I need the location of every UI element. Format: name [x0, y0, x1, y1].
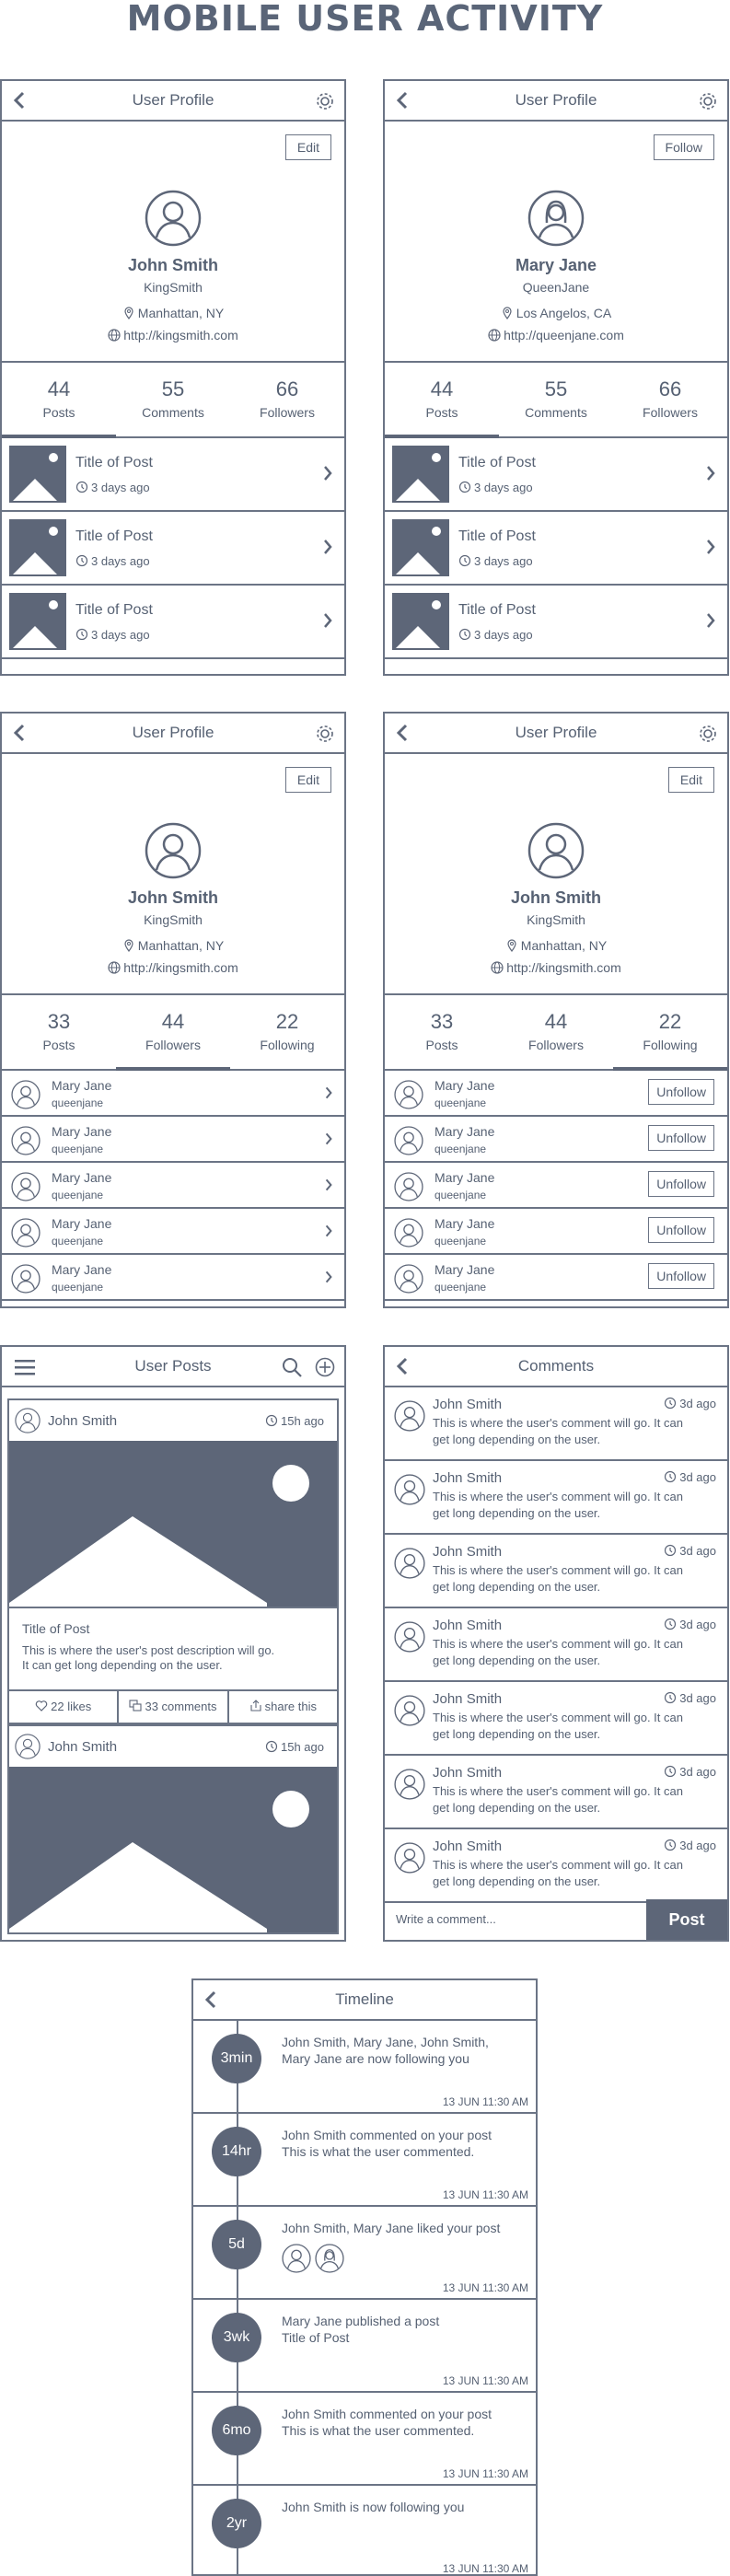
comment-input[interactable]: Write a comment... [396, 1912, 496, 1926]
post-title: Title of Post [22, 1621, 90, 1636]
time-badge: 3wk [212, 2313, 261, 2362]
tab-comments[interactable]: 55 Comments [142, 377, 204, 420]
user-avatar-icon [394, 1218, 423, 1247]
post-comment-button[interactable]: Post [646, 1899, 727, 1940]
user-avatar-icon [11, 1126, 41, 1155]
comment-author[interactable]: John Smith [433, 1470, 503, 1486]
clock-icon [75, 481, 88, 493]
time-badge: 6mo [212, 2406, 261, 2455]
profile-handle: KingSmith [527, 912, 585, 927]
post-date: 3 days ago [75, 628, 150, 642]
user-avatar-icon [394, 1080, 423, 1109]
timeline-item[interactable] [193, 2207, 536, 2300]
timestamp: 13 JUN 11:30 AM [442, 2467, 528, 2480]
header-title: User Profile [132, 724, 214, 741]
user-avatar-icon [394, 1548, 425, 1579]
following-name: Mary Jane [435, 1170, 495, 1185]
header-title: User Posts [134, 1357, 212, 1375]
chevron-right-icon [324, 1270, 333, 1284]
post-date: 3 days ago [75, 481, 150, 494]
header [385, 1347, 727, 1387]
user-avatar-icon [394, 1621, 425, 1653]
plus-circle-icon[interactable] [315, 1357, 335, 1377]
comment-time: 3d ago [664, 1691, 716, 1705]
profile-location: Manhattan, NY [2, 306, 344, 320]
timeline-item[interactable] [193, 2486, 536, 2576]
time-badge: 5d [212, 2220, 261, 2269]
post-date: 3 days ago [458, 554, 533, 568]
gear-icon[interactable] [698, 724, 718, 744]
profile-location: Los Angelos, CA [385, 306, 727, 320]
timeline-item[interactable] [193, 2393, 536, 2486]
share-icon [249, 1700, 262, 1712]
follower-row[interactable] [2, 1209, 344, 1255]
following-handle: queenjane [435, 1097, 487, 1109]
comment-text: This is where the user's comment will go. It can get long depending on the user. [433, 1490, 683, 1520]
following-handle: queenjane [435, 1189, 487, 1201]
post-row[interactable] [2, 438, 344, 512]
post-card [7, 1398, 339, 1724]
header-title: Comments [517, 1357, 595, 1375]
following-row [385, 1209, 727, 1255]
comment-text: This is where the user's comment will go. It can get long depending on the user. [433, 1637, 683, 1667]
profile-name: John Smith [128, 888, 218, 907]
user-avatar-icon [394, 1769, 425, 1800]
time-badge: 2yr [212, 2499, 261, 2548]
user-avatar-icon [394, 1842, 425, 1874]
profile-name: Mary Jane [515, 256, 597, 274]
profile-screen-mary [383, 79, 729, 676]
user-avatar-icon [145, 822, 202, 879]
profile-location: Manhattan, NY [385, 938, 727, 953]
timestamp: 13 JUN 11:30 AM [442, 2095, 528, 2108]
image-placeholder-icon [9, 446, 66, 503]
following-row [385, 1255, 727, 1301]
chevron-right-icon [324, 1131, 333, 1146]
comment-author[interactable]: John Smith [433, 1544, 503, 1560]
profile-location: Manhattan, NY [2, 938, 344, 953]
comment-text: This is where the user's comment will go. It can get long depending on the user. [433, 1416, 683, 1446]
clock-icon [458, 628, 471, 641]
comment-author[interactable]: John Smith [433, 1839, 503, 1854]
globe-icon [108, 329, 121, 342]
comment-composer [385, 1899, 727, 1940]
chevron-right-icon [324, 1085, 333, 1100]
following-name: Mary Jane [435, 1124, 495, 1139]
follower-name: Mary Jane [52, 1170, 112, 1185]
user-avatar-icon [394, 1172, 423, 1201]
tab-posts[interactable]: 44 Posts [2, 363, 116, 436]
timeline-screen [191, 1978, 538, 2576]
profile-card [385, 122, 727, 363]
edit-button[interactable]: Edit [285, 134, 331, 160]
comment-text: This is where the user's comment will go. It can get long depending on the user. [433, 1563, 683, 1594]
image-placeholder-icon [392, 446, 449, 503]
like-button[interactable]: 22 likes [9, 1691, 119, 1723]
comment-row [385, 1756, 727, 1829]
profile-screen-john [0, 79, 346, 676]
post-title: Title of Post [458, 602, 536, 618]
page-title: MOBILE USER ACTIVITY [126, 0, 604, 39]
post-author[interactable]: John Smith [48, 1413, 118, 1429]
heart-icon [35, 1700, 48, 1712]
clock-icon [664, 1839, 677, 1851]
profile-handle: QueenJane [522, 280, 590, 295]
user-avatar-icon [15, 1734, 41, 1759]
user-avatar-icon [145, 190, 202, 247]
back-chevron-icon[interactable] [201, 1980, 221, 2019]
follower-row[interactable] [2, 1255, 344, 1301]
timeline-text: John Smith is now following you [282, 2500, 465, 2514]
time-badge: 3min [212, 2034, 261, 2083]
profile-name: John Smith [128, 256, 218, 274]
comment-text: This is where the user's comment will go. It can get long depending on the user. [433, 1711, 683, 1741]
user-avatar-icon [394, 1400, 425, 1432]
stats-tabs [385, 995, 727, 1071]
comment-text: This is where the user's comment will go. It can get long depending on the user. [433, 1858, 683, 1888]
user-avatar-icon [527, 822, 585, 879]
user-avatar-icon [11, 1218, 41, 1247]
comment-row [385, 1829, 727, 1903]
post-row[interactable] [385, 586, 727, 659]
timeline-text: Mary Jane published a post Title of Post [282, 2314, 440, 2345]
follower-handle: queenjane [52, 1281, 104, 1294]
tab-followers[interactable]: 66 Followers [643, 377, 698, 420]
image-placeholder-icon [9, 1441, 341, 1607]
clock-icon [664, 1691, 677, 1704]
header [193, 1980, 536, 2021]
timeline-text: John Smith commented on your post This is what the user commented. [282, 2128, 492, 2159]
edit-button[interactable]: Edit [668, 767, 714, 793]
timestamp: 13 JUN 11:30 AM [442, 2188, 528, 2201]
tab-followers[interactable]: 44 Followers [116, 995, 230, 1069]
follower-name: Mary Jane [52, 1216, 112, 1231]
gear-icon[interactable] [315, 724, 335, 744]
time-badge: 14hr [212, 2127, 261, 2176]
comment-row [385, 1461, 727, 1535]
chevron-right-icon [705, 464, 716, 482]
comment-time: 3d ago [664, 1397, 716, 1410]
post-title: Title of Post [75, 602, 153, 618]
timeline-text: John Smith, Mary Jane liked your post [282, 2220, 527, 2277]
unfollow-button[interactable]: Unfollow [648, 1079, 714, 1105]
profile-url[interactable]: http://kingsmith.com [2, 328, 344, 342]
unfollow-button[interactable]: Unfollow [648, 1217, 714, 1243]
gear-icon[interactable] [698, 91, 718, 111]
clock-icon [458, 554, 471, 567]
timestamp: 13 JUN 11:30 AM [442, 2281, 528, 2294]
tab-followers[interactable]: 44 Followers [528, 1010, 584, 1052]
comments-icon [129, 1700, 142, 1712]
user-avatar-icon [11, 1172, 41, 1201]
following-row [385, 1071, 727, 1117]
profile-url[interactable]: http://queenjane.com [385, 328, 727, 342]
clock-icon [664, 1765, 677, 1778]
tab-comments[interactable]: 55 Comments [525, 377, 587, 420]
following-screen [383, 712, 729, 1308]
post-image[interactable] [9, 1441, 337, 1607]
profile-url[interactable]: http://kingsmith.com [385, 960, 727, 975]
profile-url[interactable]: http://kingsmith.com [2, 960, 344, 975]
following-row [385, 1117, 727, 1163]
timestamp: 13 JUN 11:30 AM [442, 2374, 528, 2387]
user-posts-screen [0, 1345, 346, 1942]
profile-handle: KingSmith [144, 912, 203, 927]
stats-tabs [385, 363, 727, 438]
back-chevron-icon[interactable] [392, 81, 412, 120]
following-handle: queenjane [435, 1235, 487, 1247]
following-row [385, 1163, 727, 1209]
follower-row[interactable] [2, 1071, 344, 1117]
comments-screen [383, 1345, 729, 1942]
clock-icon [265, 1740, 278, 1753]
follower-handle: queenjane [52, 1235, 104, 1247]
tab-followers[interactable]: 66 Followers [260, 377, 315, 420]
tab-posts[interactable]: 33 Posts [425, 1010, 458, 1052]
back-chevron-icon[interactable] [392, 1347, 412, 1386]
location-pin-icon [501, 307, 514, 319]
back-chevron-icon[interactable] [9, 714, 29, 752]
follower-handle: queenjane [52, 1143, 104, 1155]
chevron-right-icon [324, 1178, 333, 1192]
image-placeholder-icon [9, 1767, 341, 1932]
female-avatar-icon[interactable] [315, 2244, 344, 2273]
user-avatar-icon[interactable] [282, 2244, 311, 2273]
follower-name: Mary Jane [52, 1124, 112, 1139]
user-avatar-icon [394, 1474, 425, 1505]
comment-time: 3d ago [664, 1765, 716, 1779]
chevron-right-icon [322, 611, 333, 630]
gear-icon[interactable] [315, 91, 335, 111]
post-description: This is where the user's post description will go. It can get long depending on the user. [22, 1643, 275, 1672]
stats-tabs [2, 995, 344, 1071]
following-name: Mary Jane [435, 1078, 495, 1093]
image-placeholder-icon [9, 519, 66, 576]
profile-card [2, 754, 344, 995]
following-name: Mary Jane [435, 1216, 495, 1231]
edit-button[interactable]: Edit [285, 767, 331, 793]
post-title: Title of Post [458, 455, 536, 470]
location-pin-icon [122, 939, 135, 952]
comment-time: 3d ago [664, 1470, 716, 1484]
globe-icon [491, 961, 504, 974]
post-card [7, 1724, 339, 1934]
tab-following[interactable]: 22 Following [613, 995, 727, 1069]
header [385, 81, 727, 122]
comment-author[interactable]: John Smith [433, 1691, 503, 1707]
comment-author[interactable]: John Smith [433, 1397, 503, 1412]
comment-text: This is where the user's comment will go. It can get long depending on the user. [433, 1784, 683, 1815]
post-date: 3 days ago [75, 554, 150, 568]
post-row[interactable] [385, 438, 727, 512]
image-placeholder-icon [9, 593, 66, 650]
profile-card [2, 122, 344, 363]
timeline-item[interactable] [193, 2300, 536, 2393]
user-avatar-icon [11, 1264, 41, 1294]
following-name: Mary Jane [435, 1262, 495, 1277]
post-time: 15h ago [265, 1740, 324, 1754]
timeline-text: John Smith commented on your post This is what the user commented. [282, 2407, 492, 2438]
comment-time: 3d ago [664, 1618, 716, 1631]
image-placeholder-icon [392, 593, 449, 650]
follower-handle: queenjane [52, 1189, 104, 1201]
tab-posts[interactable]: 44 Posts [385, 363, 499, 436]
header-title: User Profile [132, 91, 214, 109]
following-handle: queenjane [435, 1143, 487, 1155]
header-title: User Profile [515, 724, 597, 741]
post-title: Title of Post [75, 528, 153, 544]
clock-icon [664, 1544, 677, 1557]
profile-handle: KingSmith [144, 280, 203, 295]
post-date: 3 days ago [458, 481, 533, 494]
follower-handle: queenjane [52, 1097, 104, 1109]
location-pin-icon [122, 307, 135, 319]
back-chevron-icon[interactable] [392, 714, 412, 752]
clock-icon [265, 1414, 278, 1427]
search-icon[interactable] [282, 1357, 302, 1377]
chevron-right-icon [322, 538, 333, 556]
chevron-right-icon [324, 1224, 333, 1238]
timestamp: 13 JUN 11:30 AM [442, 2562, 528, 2575]
post-date: 3 days ago [458, 628, 533, 642]
follower-name: Mary Jane [52, 1078, 112, 1093]
user-avatar-icon [394, 1126, 423, 1155]
header-title: Timeline [335, 1990, 394, 2008]
tab-following[interactable]: 22 Following [260, 1010, 315, 1052]
unfollow-button[interactable]: Unfollow [648, 1125, 714, 1151]
follow-button[interactable]: Follow [654, 134, 714, 160]
unfollow-button[interactable]: Unfollow [648, 1263, 714, 1289]
post-row[interactable] [2, 512, 344, 586]
comment-row [385, 1535, 727, 1608]
post-title: Title of Post [458, 528, 536, 544]
post-title: Title of Post [75, 455, 153, 470]
comment-row [385, 1387, 727, 1461]
profile-name: John Smith [511, 888, 601, 907]
follower-row[interactable] [2, 1117, 344, 1163]
post-row[interactable] [2, 586, 344, 659]
clock-icon [75, 628, 88, 641]
globe-icon [488, 329, 501, 342]
menu-icon[interactable] [15, 1358, 35, 1376]
location-pin-icon [505, 939, 518, 952]
comment-author[interactable]: John Smith [433, 1765, 503, 1781]
comments-button[interactable]: 33 comments [119, 1691, 228, 1723]
header [385, 714, 727, 754]
comment-time: 3d ago [664, 1839, 716, 1852]
comment-author[interactable]: John Smith [433, 1618, 503, 1633]
comment-row [385, 1682, 727, 1756]
header [2, 714, 344, 754]
follower-name: Mary Jane [52, 1262, 112, 1277]
clock-icon [664, 1397, 677, 1410]
image-placeholder-icon [392, 519, 449, 576]
comment-time: 3d ago [664, 1544, 716, 1558]
follower-row[interactable] [2, 1163, 344, 1209]
user-avatar-icon [15, 1408, 41, 1433]
clock-icon [664, 1470, 677, 1483]
clock-icon [75, 554, 88, 567]
post-author[interactable]: John Smith [48, 1739, 118, 1755]
post-time: 15h ago [265, 1414, 324, 1428]
post-image[interactable] [9, 1767, 337, 1932]
chevron-right-icon [705, 611, 716, 630]
stats-tabs [2, 363, 344, 438]
profile-card [385, 754, 727, 995]
user-avatar-icon [11, 1080, 41, 1109]
globe-icon [108, 961, 121, 974]
post-row[interactable] [385, 512, 727, 586]
timeline-item[interactable] [193, 2021, 536, 2114]
comment-row [385, 1608, 727, 1682]
user-avatar-icon [394, 1695, 425, 1726]
chevron-right-icon [322, 464, 333, 482]
header [2, 1347, 344, 1387]
share-button[interactable]: share this [229, 1691, 337, 1723]
header [2, 81, 344, 122]
female-avatar-icon [527, 190, 585, 247]
timeline-item[interactable] [193, 2114, 536, 2207]
following-handle: queenjane [435, 1281, 487, 1294]
unfollow-button[interactable]: Unfollow [648, 1171, 714, 1197]
timeline-text: John Smith, Mary Jane, John Smith, Mary Jane are now following you [282, 2035, 489, 2066]
tab-posts[interactable]: 33 Posts [42, 1010, 75, 1052]
chevron-right-icon [705, 538, 716, 556]
user-avatar-icon [394, 1264, 423, 1294]
back-chevron-icon[interactable] [9, 81, 29, 120]
followers-screen [0, 712, 346, 1308]
clock-icon [458, 481, 471, 493]
clock-icon [664, 1618, 677, 1630]
header-title: User Profile [515, 91, 597, 109]
